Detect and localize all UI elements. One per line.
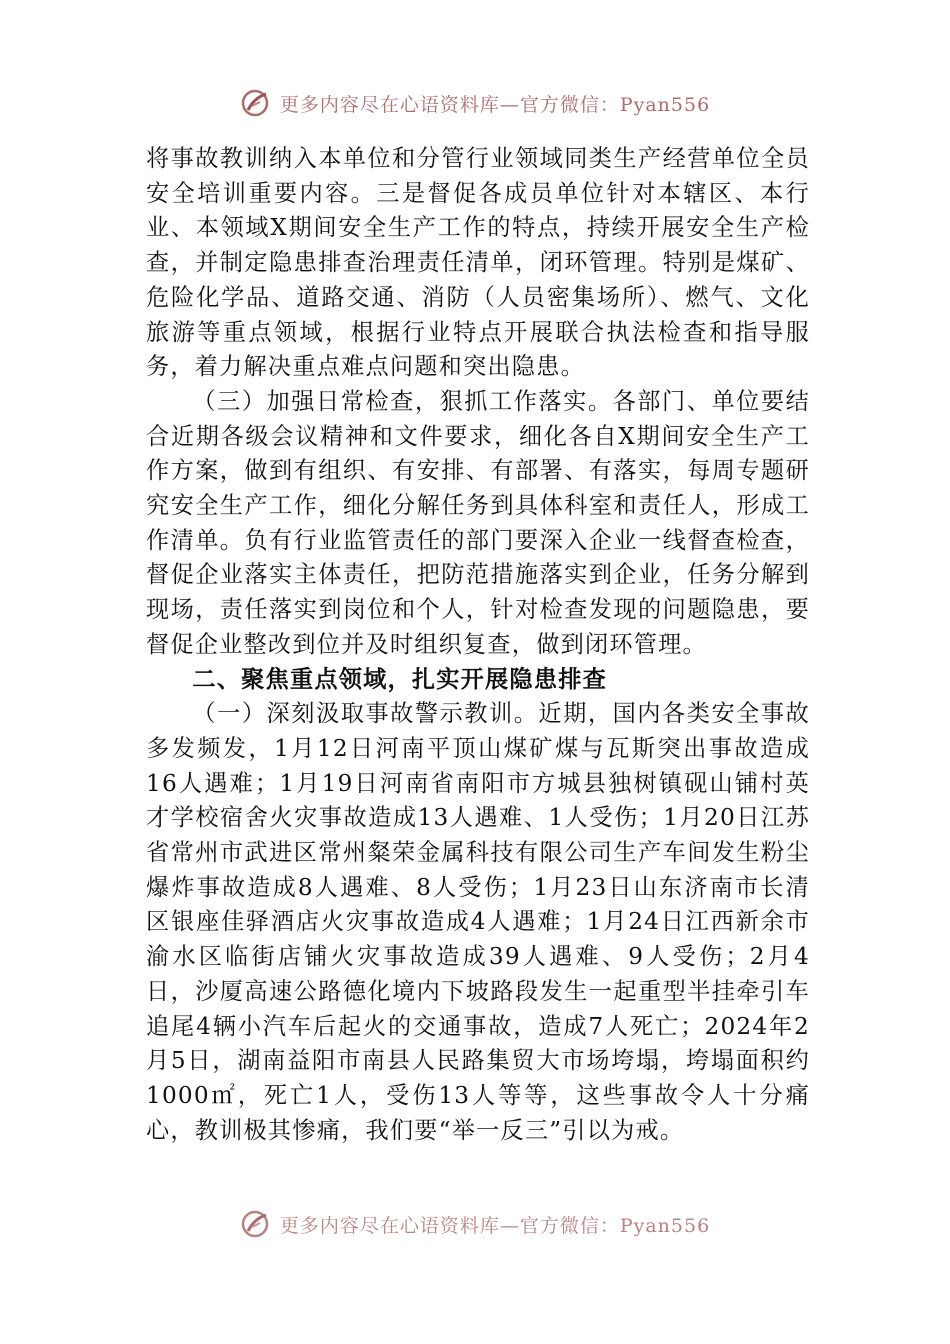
- document-body: [146, 142, 810, 1148]
- paragraph-2: （三）加强日常检查，狠抓工作落实。各部门、单位要结合近期各级会议精神和文件要求，细化各自X期间安全生产工作方案，做到有组织、有安排、有部署、有落实，每周专题研究安全生产工作，细化分解任务到具体科室和责任人，形成工作清单。负有行业监管责任的部门要深入企业一线督查检查，督促企业落实主体责任，把防范措施落实到企业，任务分解到现场，责任落实到岗位和个人，针对检查发现的问题隐患，要督促企业整改到位并及时组织复查，做到闭环管理。: [146, 387, 810, 658]
- brush-logo-icon: [240, 1209, 274, 1239]
- brush-logo-icon: [240, 88, 274, 118]
- paragraph-1: 将事故教训纳入本单位和分管行业领域同类生产经营单位全员安全培训重要内容。三是督促各成员单位针对本辖区、本行业、本领域X期间安全生产工作的特点，持续开展安全生产检查，并制定隐患排查治理责任清单，闭环管理。特别是煤矿、危险化学品、道路交通、消防（人员密集场所）、燃气、文化旅游等重点领域，根据行业特点开展联合执法检查和指导服务，着力解决重点难点问题和突出隐患。: [146, 145, 810, 381]
- watermark-header: [0, 86, 950, 120]
- watermark-text: 更多内容尽在心语资料库—官方微信：Pyan556: [279, 93, 711, 116]
- paragraph-3: （一）深刻汲取事故警示教训。近期，国内各类安全事故多发频发，1月12日河南平顶山煤矿煤与瓦斯突出事故造成16人遇难；1月19日河南省南阳市方城县独树镇砚山铺村英才学校宿舍火灾事故造成13人遇难、1人受伤；1月20日江苏省常州市武进区常州粲荣金属科技有限公司生产车间发生粉尘爆炸事故造成8人遇难、8人受伤；1月23日山东济南市长清区银座佳驿酒店火灾事故造成4人遇难；1月24日江西新余市渝水区临街店铺火灾事故造成39人遇难、9人受伤；2月4日，沙厦高速公路德化境内下坡路段发生一起重型半挂牵引车追尾4辆小汽车后起火的交通事故，造成7人死亡；2024年2月5日，湖南益阳市南县人民路集贸大市场垮塌，垮塌面积约1000㎡，死亡1人，受伤13人等等，这些事故令人十分痛心，教训极其惨痛，我们要“举一反三”引以为戒。: [146, 700, 810, 1144]
- watermark-footer: [0, 1207, 950, 1241]
- watermark-text: 更多内容尽在心语资料库—官方微信：Pyan556: [279, 1214, 711, 1237]
- section-heading: 二、聚焦重点领域，扎实开展隐患排查: [192, 665, 607, 693]
